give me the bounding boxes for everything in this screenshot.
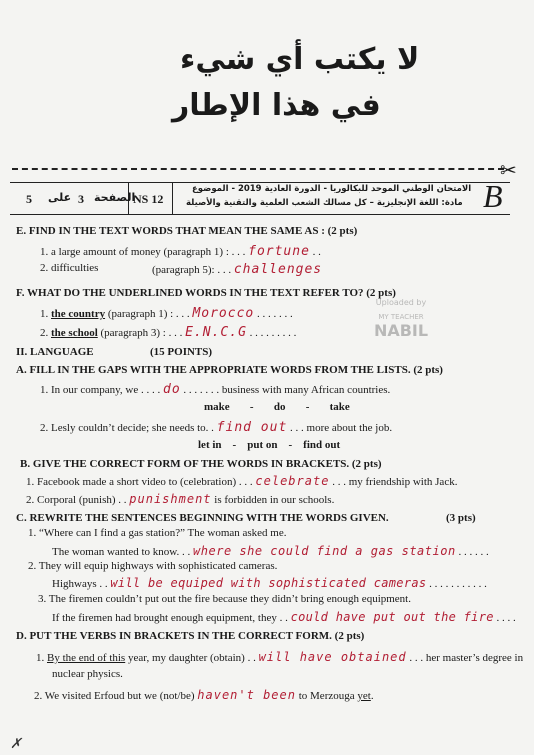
e-item-2-para: (paragraph 5): . . . (152, 264, 232, 276)
f-item-2 (40, 325, 296, 340)
a-q1-pre: 1. In our company, we . . . . (40, 384, 161, 396)
f-item-2-answer: E.N.C.G (185, 325, 247, 340)
a-list2-w2: put on (247, 439, 278, 451)
f-item-1-word: the country (51, 308, 106, 320)
b-q2-pre: 2. Corporal (punish) . . (26, 494, 127, 506)
d-q1-cont: nuclear physics. (52, 668, 123, 680)
a-list1-w2: do (273, 401, 286, 413)
d-q2-yet: yet (357, 690, 371, 702)
a-list1-w3: take (329, 401, 350, 413)
d-q1-underlined: By the end of this (47, 652, 126, 664)
a-q1-answer: do (163, 382, 181, 397)
c-q3-pre: If the firemen had brought enough equipment, they . . (52, 612, 288, 624)
d-q1-num: 1. (36, 652, 45, 664)
d-q2-end: . (370, 690, 374, 702)
e-item-2-answer: challenges (233, 262, 323, 277)
a-list2-w3: find out (303, 439, 341, 451)
header-divider-2 (172, 182, 173, 214)
page-total: 5 (26, 192, 32, 206)
header-top-border (10, 182, 510, 183)
section-c-title: C. REWRITE THE SENTENCES BEGINNING WITH THE WORDS GIVEN. (16, 512, 389, 524)
b-q1-answer: celebrate (255, 474, 330, 488)
e-item-2 (152, 262, 322, 277)
a-list-2 (198, 439, 340, 451)
a-q2-answer: find out (216, 420, 288, 435)
section-c-points: (3 pts) (446, 512, 476, 524)
subject-line: مادة: اللغة الإنجليزية – كل مسالك الشعب العلمية والتقنية والأصيلة (186, 198, 463, 208)
b-q1-post: . . . my friendship with Jack. (332, 476, 458, 488)
b-q1-pre: 1. Facebook made a short video to (celebration) . . . (26, 476, 253, 488)
exam-line: الامتحان الوطني الموحد للبكالوريا - الدورة العادية 2019 - الموضوع (192, 184, 472, 194)
language-points: (15 POINTS) (150, 346, 213, 358)
a-list1-sep1: - (249, 401, 254, 413)
exam-code: NS 12 (133, 192, 164, 206)
c-q1-pre: The woman wanted to know. . . (52, 546, 191, 558)
c-q1-tail: . . . . . . (458, 546, 489, 558)
corner-letter: B (483, 178, 503, 214)
watermark-name: NABIL (373, 321, 429, 340)
a-list2-sep2: - (288, 439, 293, 451)
cut-line (12, 168, 504, 170)
d-q1-post: . . . her master’s degree in (409, 652, 524, 664)
e-item-1-answer: fortune (248, 244, 310, 259)
e-item-1-tail: . . (312, 246, 321, 258)
c-q2-text: 2. They will equip highways with sophisticated cameras. (28, 560, 278, 572)
c-q1-answer-line (52, 544, 489, 558)
a-q2-pre: 2. Lesly couldn’t decide; she needs to. . (40, 422, 214, 434)
f-item-2-para: (paragraph 3) : . . . (100, 327, 183, 339)
f-item-1-tail: . . . . . . . (256, 308, 293, 320)
e-item-1-prompt: 1. a large amount of money (paragraph 1) : . . . (40, 246, 246, 258)
f-item-1-num: 1. (40, 308, 49, 320)
section-e-title: E. FIND IN THE TEXT WORDS THAT MEAN THE SAME AS : (2 pts) (16, 225, 358, 237)
scissors-icon: ✂ (500, 160, 517, 182)
b-q2 (26, 492, 334, 506)
a-q1-post: . . . . . . . business with many African countries. (183, 384, 391, 396)
b-q2-answer: punishment (129, 492, 212, 506)
a-q1 (40, 382, 390, 397)
c-q2-pre: Highways . . (52, 578, 108, 590)
banner-line-1: لا يكتب أي شيء (180, 42, 420, 77)
b-q1 (26, 474, 457, 488)
watermark-top: Uploaded by (375, 298, 427, 307)
e-item-1 (40, 244, 321, 259)
d-q2 (34, 688, 374, 702)
e-item-2-label: 2. difficulties (40, 262, 99, 274)
section-f-title: F. WHAT DO THE UNDERLINED WORDS IN THE TEXT REFER TO? (2 pts) (16, 287, 396, 299)
c-q2-tail: . . . . . . . . . . . (429, 578, 487, 590)
d-q2-answer: haven't been (197, 688, 296, 702)
page-number: 3 (78, 192, 84, 206)
of-label: على (48, 191, 72, 204)
c-q3-answer-line (52, 610, 516, 624)
f-item-2-tail: . . . . . . . . . (249, 327, 297, 339)
d-q2-post: to Merzouga (298, 690, 355, 702)
a-list-1 (204, 401, 350, 413)
section-d-title: D. PUT THE VERBS IN BRACKETS IN THE CORRECT FORM. (2 pts) (16, 630, 365, 642)
c-q3-answer: could have put out the fire (290, 610, 494, 624)
c-q1-answer: where she could find a gas station (193, 544, 456, 558)
c-q3-tail: . . . . (496, 612, 516, 624)
section-a-title: A. FILL IN THE GAPS WITH THE APPROPRIATE WORDS FROM THE LISTS. (2 pts) (16, 364, 443, 376)
c-q3-text: 3. The firemen couldn’t put out the fire because they didn’t bring enough equipment. (38, 593, 411, 605)
watermark-mid: MY TEACHER (378, 313, 424, 321)
watermark (362, 298, 440, 340)
a-q2-post: . . . more about the job. (290, 422, 393, 434)
d-q1-pre: year, my daughter (obtain) . . (127, 652, 256, 664)
c-q1-text: 1. “Where can I find a gas station?” The woman asked me. (28, 527, 287, 539)
f-item-1 (40, 306, 293, 321)
c-q2-answer-line (52, 576, 487, 590)
c-q2-answer: will be equiped with sophisticated cameras (110, 576, 427, 590)
f-item-2-num: 2. (40, 327, 49, 339)
page-label: الصفحة (94, 191, 136, 204)
f-item-1-answer: Morocco (192, 306, 255, 321)
language-title: II. LANGUAGE (16, 346, 94, 358)
d-q1-answer: will have obtained (258, 650, 407, 664)
section-b-title: B. GIVE THE CORRECT FORM OF THE WORDS IN BRACKETS. (2 pts) (20, 458, 382, 470)
f-item-1-para: (paragraph 1) : . . . (107, 308, 190, 320)
f-item-2-word: the school (51, 327, 98, 339)
a-list1-sep2: - (305, 401, 310, 413)
corner-scribble-icon: ✗ (10, 737, 22, 752)
a-list2-w1: let in (198, 439, 222, 451)
b-q2-post: is forbidden in our schools. (214, 494, 335, 506)
a-list1-w1: make (204, 401, 230, 413)
d-q2-pre: 2. We visited Erfoud but we (not/be) (34, 690, 195, 702)
a-list2-sep1: - (232, 439, 237, 451)
banner-line-2: في هذا الإطار (172, 88, 381, 123)
header-bottom-border (10, 214, 510, 215)
d-q1 (36, 650, 523, 664)
a-q2 (40, 420, 392, 435)
